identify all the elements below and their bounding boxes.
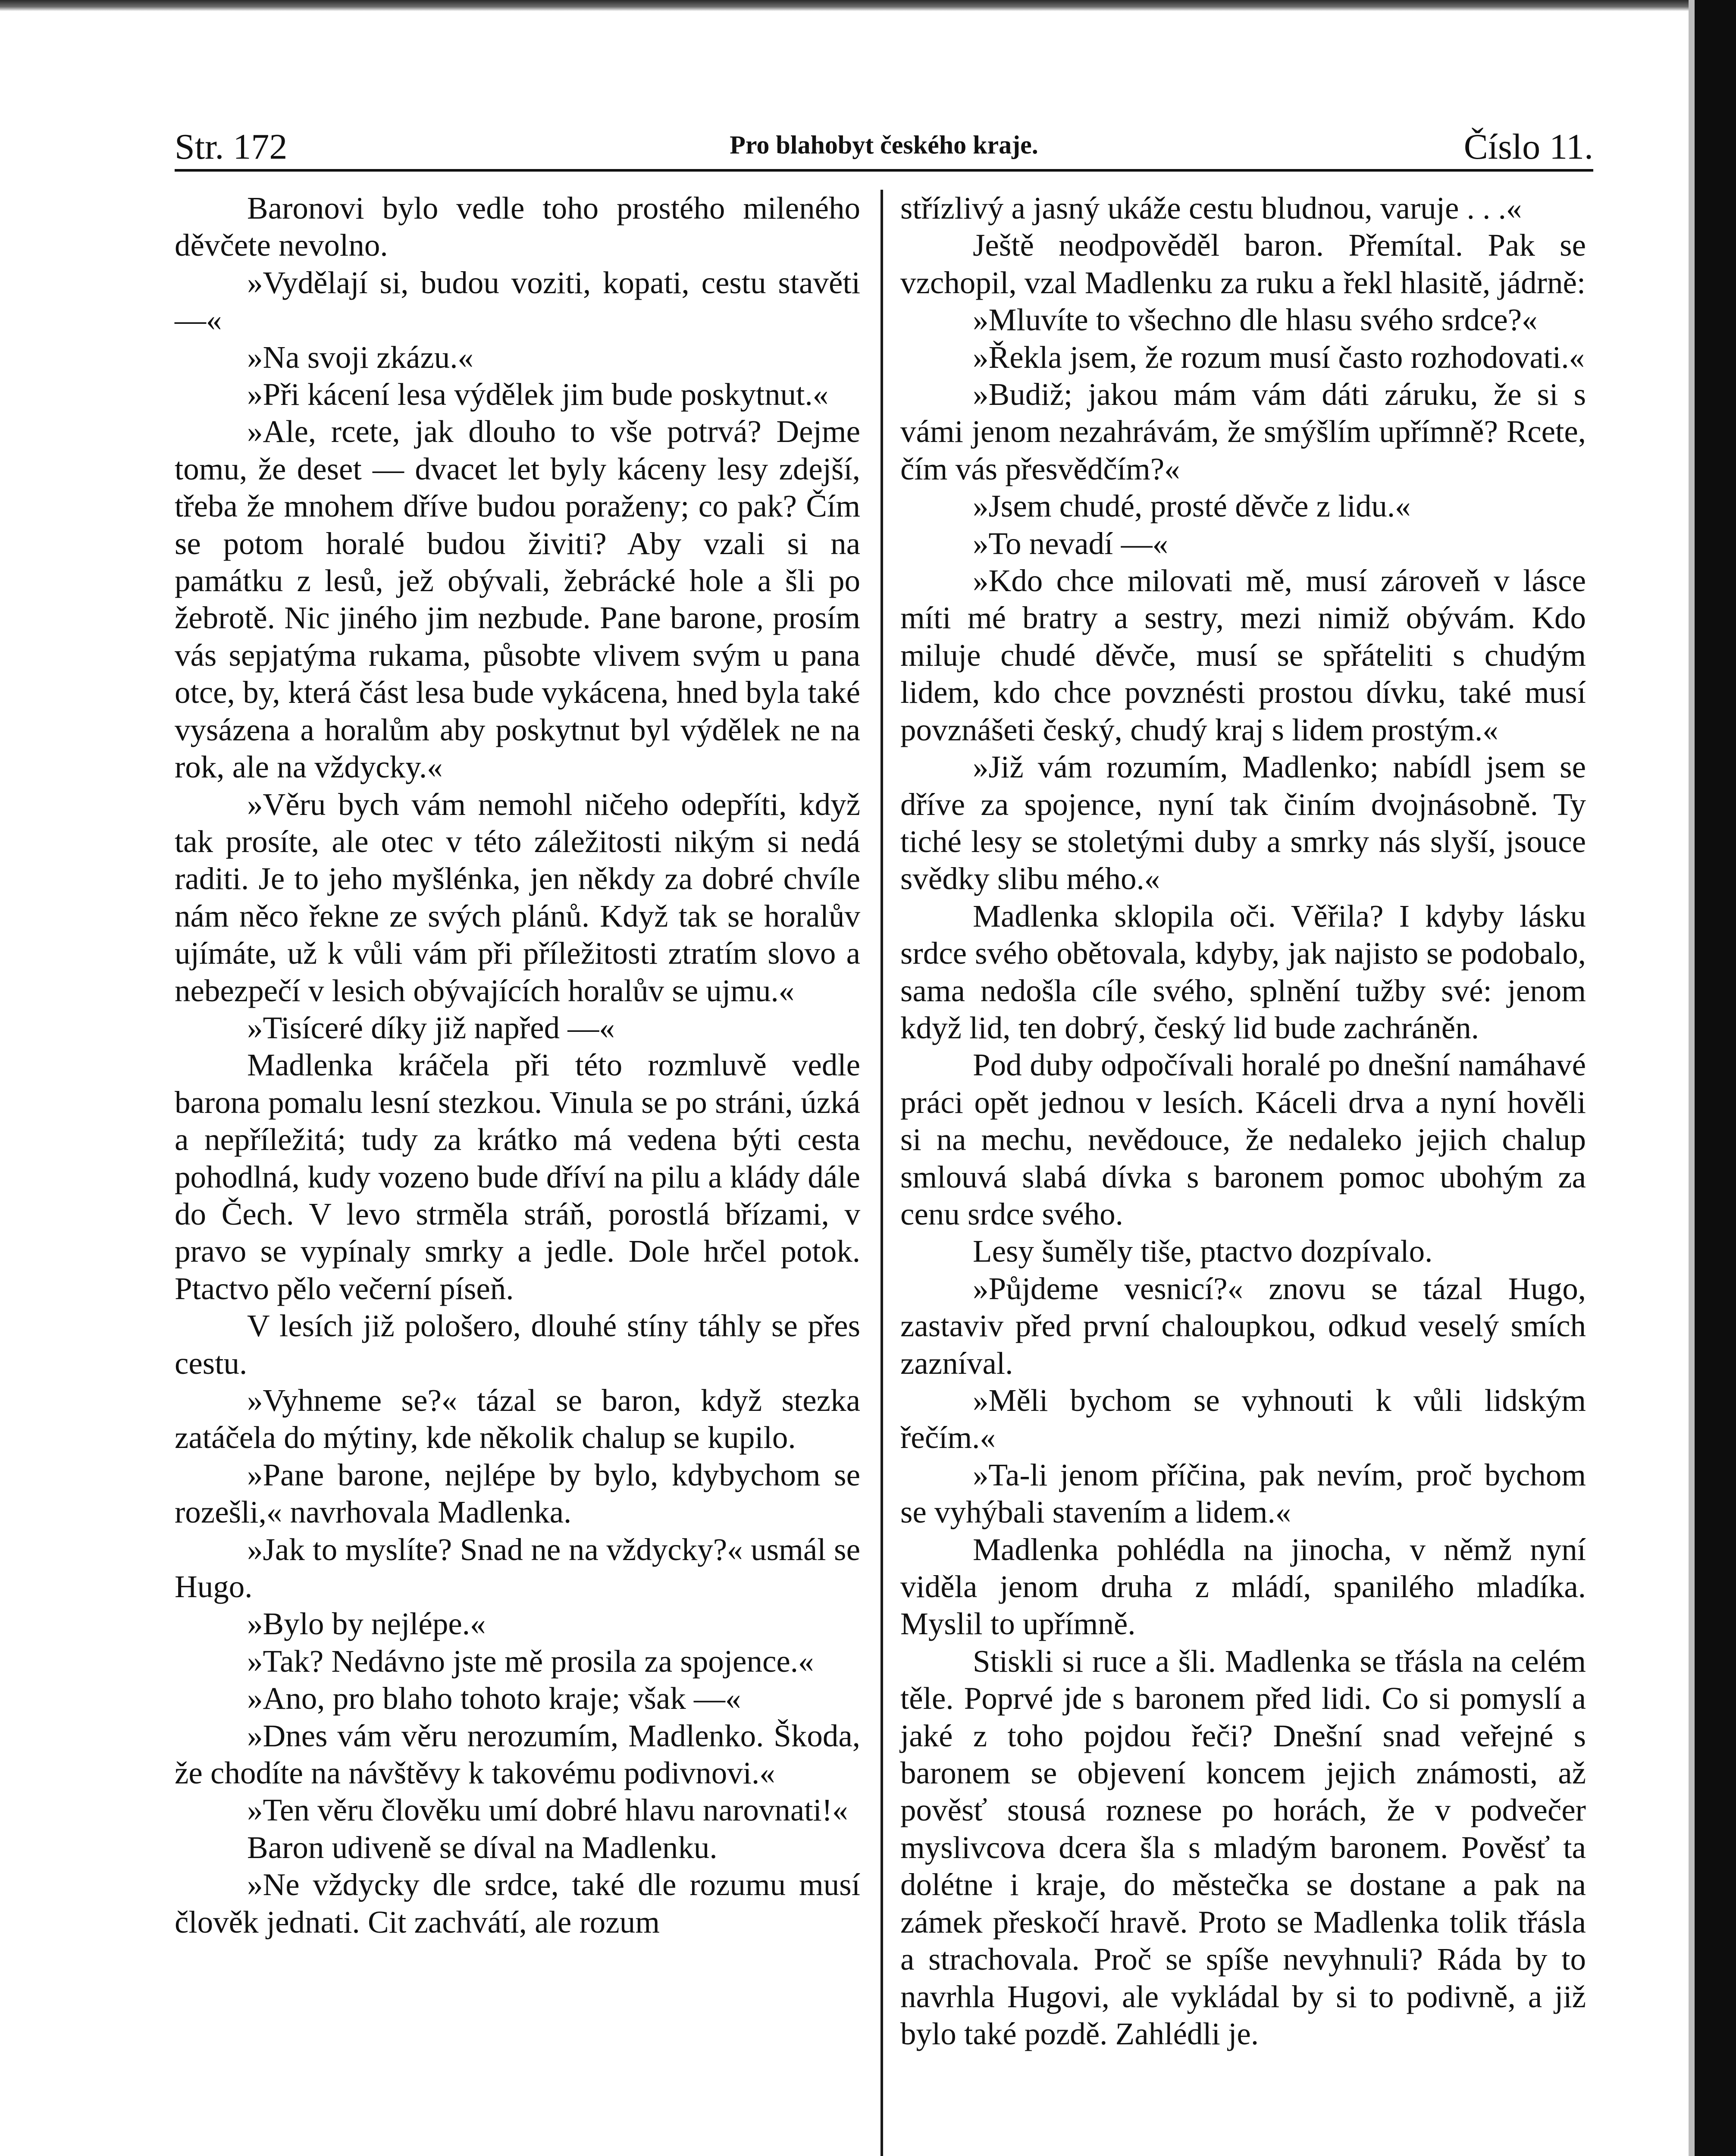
paragraph: »Ta-li jenom příčina, pak nevím, proč bychom se vyhýbali stavením a lidem.«: [900, 1457, 1586, 1530]
paragraph: »Ano, pro blaho tohoto kraje; však —«: [247, 1681, 741, 1716]
paragraph: »Věru bych vám nemohl ničeho odepříti, když tak prosíte, ale otec v této záležitosti nikým si nedá raditi. Je to jeho myšlénka, jen někdy za dobré chvíle nám něco řekne ze svých plánů. Když tak se horalův ujímáte, už k vůli vám při příležitosti ztratím slovo a nebezpečí v lesich obývajících horalův se ujmu.«: [175, 787, 860, 1008]
header-rule: [175, 169, 1593, 172]
issue-number: Číslo 11.: [1463, 127, 1593, 167]
paragraph: »Řekla jsem, že rozum musí často rozhodovati.«: [973, 339, 1585, 375]
paragraph: Madlenka kráčela při této rozmluvě vedle barona pomalu lesní stezkou. Vinula se po stráni, úzká a nepříležitá; tudy za krátko má vedena býti cesta pohodlná, kudy vozeno bude dříví na pilu a klády dále do Čech. V levo strměla stráň, porostlá břízami, v pravo se vypínaly smrky a jedle. Dole hrčel potok. Ptactvo pělo večerní píseň.: [175, 1047, 860, 1306]
paragraph: Baron udiveně se díval na Madlenku.: [247, 1830, 718, 1865]
page-number: Str. 172: [175, 127, 288, 167]
paragraph: »Kdo chce milovati mě, musí zároveň v lásce míti mé bratry a sestry, mezi nimiž obývám. Kdo miluje chudé děvče, musí se spřáteliti s chudým lidem, kdo chce povznésti prostou dívku, také musí povznášeti český, chudý kraj s lidem prostým.«: [900, 563, 1586, 747]
scan-right-edge-shadow: [1689, 0, 1695, 2156]
paragraph: »Ne vždycky dle srdce, také dle rozumu musí člověk jednati. Cit zachvátí, ale rozum: [175, 1867, 860, 1940]
paragraph: »Půjdeme vesnicí?« znovu se tázal Hugo, zastaviv před první chaloupkou, odkud veselý smích zazníval.: [900, 1271, 1586, 1381]
paragraph: »Jak to myslíte? Snad ne na vždycky?« usmál se Hugo.: [175, 1532, 860, 1604]
paragraph: Stiskli si ruce a šli. Madlenka se třásla na celém těle. Poprvé jde s baronem před lidi. Co si pomyslí a jaké z toho pojdou řeči? Dnešní snad veřejné s baronem se objevení koncem jejich známosti, až pověsť stousá roznese po horách, že v podvečer myslivcova dcera šla s mladým baronem. Pověsť ta dolétne i kraje, do městečka se dostane a pak na zámek přeskočí hravě. Proto se Madlenka tolik třásla a strachovala. Proč se spíše nevyhnuli? Ráda by to navrhla Hugovi, ale vykládal by si to podivně, a již bylo také pozdě. Zahlédli je.: [900, 1643, 1586, 2051]
paragraph: »Ale, rcete, jak dlouho to vše potrvá? Dejme tomu, že deset — dvacet let byly káceny lesy zdejší, třeba že mnohem dříve budou poraženy; co pak? Čím se potom horalé budou živiti? Aby vzali si na památku z lesů, jež obývali, žebrácké hole a šli po žebrotě. Nic jiného jim nezbude. Pane barone, prosím vás sepjatýma rukama, působte vlivem svým u pana otce, by, která část lesa bude vykácena, hned byla také vysázena a horalům aby poskytnut byl výdělek ne na rok, ale na vždycky.«: [175, 414, 860, 785]
scan-right-edge: [1695, 0, 1736, 2156]
page-header: [175, 116, 1593, 168]
paragraph: »Mluvíte to všechno dle hlasu svého srdce?«: [973, 302, 1538, 338]
paragraph: »To nevadí —«: [973, 526, 1169, 561]
paragraph: Ještě neodpověděl baron. Přemítal. Pak se vzchopil, vzal Madlenku za ruku a řekl hlasitě, jádrně:: [900, 228, 1586, 300]
paragraph: Pod duby odpočívali horalé po dnešní namáhavé práci opět jednou v lesích. Káceli drva a nyní hověli si na mechu, nevědouce, že nedaleko jejich chalup smlouvá slabá dívka s baronem pomoc ubohým za cenu srdce svého.: [900, 1047, 1586, 1232]
paragraph: Madlenka pohlédla na jinocha, v němž nyní viděla jenom druha z mládí, spanilého mladíka. Myslil to upřímně.: [900, 1532, 1586, 1642]
running-title: Pro blahobyt českého kraje.: [730, 131, 1038, 159]
paragraph: »Již vám rozumím, Madlenko; nabídl jsem se dříve za spojence, nyní tak činím dvojnásobně. Ty tiché lesy se stoletými duby a smrky nás slyší, jsouce svědky slibu mého.«: [900, 749, 1586, 896]
paragraph-continuation: střízlivý a jasný ukáže cestu bludnou, varuje . . .«: [900, 191, 1522, 226]
left-column: [175, 190, 860, 1941]
paragraph: »Dnes vám věru nerozumím, Madlenko. Škoda, že chodíte na návštěvy k takovému podivnovi.«: [175, 1718, 860, 1791]
paragraph: V lesích již pološero, dlouhé stíny táhly se přes cestu.: [175, 1308, 860, 1381]
paragraph: Madlenka sklopila oči. Věřila? I kdyby lásku srdce svého obětovala, kdyby, jak najisto se podobalo, sama nedošla cíle svého, splnění tužby své: jenom když lid, ten dobrý, český lid bude zachráněn.: [900, 898, 1586, 1045]
paragraph: »Ten věru člověku umí dobré hlavu narovnati!«: [247, 1792, 848, 1828]
column-divider: [881, 190, 883, 2156]
paragraph: »Tak? Nedávno jste mě prosila za spojence.«: [247, 1643, 814, 1679]
paragraph: »Na svoji zkázu.«: [247, 339, 474, 375]
paragraph: »Pane barone, nejlépe by bylo, kdybychom se rozešli,« navrhovala Madlenka.: [175, 1457, 860, 1530]
paragraph: »Budiž; jakou mám vám dáti záruku, že si s vámi jenom nezahrávám, že smýšlím upřímně? Rcete, čím vás přesvědčím?«: [900, 377, 1586, 486]
paragraph: Lesy šuměly tiše, ptactvo dozpívalo.: [973, 1234, 1433, 1269]
right-column: [900, 190, 1586, 2053]
paragraph: »Při kácení lesa výdělek jim bude poskytnut.«: [247, 377, 829, 412]
paragraph: Baronovi bylo vedle toho prostého mileného děvčete nevolno.: [175, 191, 860, 263]
paragraph: »Jsem chudé, prosté děvče z lidu.«: [973, 489, 1411, 524]
scan-top-edge: [0, 0, 1695, 11]
paragraph: »Vydělají si, budou voziti, kopati, cestu stavěti —«: [175, 265, 860, 338]
paragraph: »Tisíceré díky již napřed —«: [247, 1010, 615, 1045]
paragraph: »Měli bychom se vyhnouti k vůli lidským řečím.«: [900, 1383, 1586, 1455]
paragraph: »Bylo by nejlépe.«: [247, 1606, 486, 1642]
paragraph: »Vyhneme se?« tázal se baron, když stezka zatáčela do mýtiny, kde několik chalup se kupilo.: [175, 1383, 860, 1455]
